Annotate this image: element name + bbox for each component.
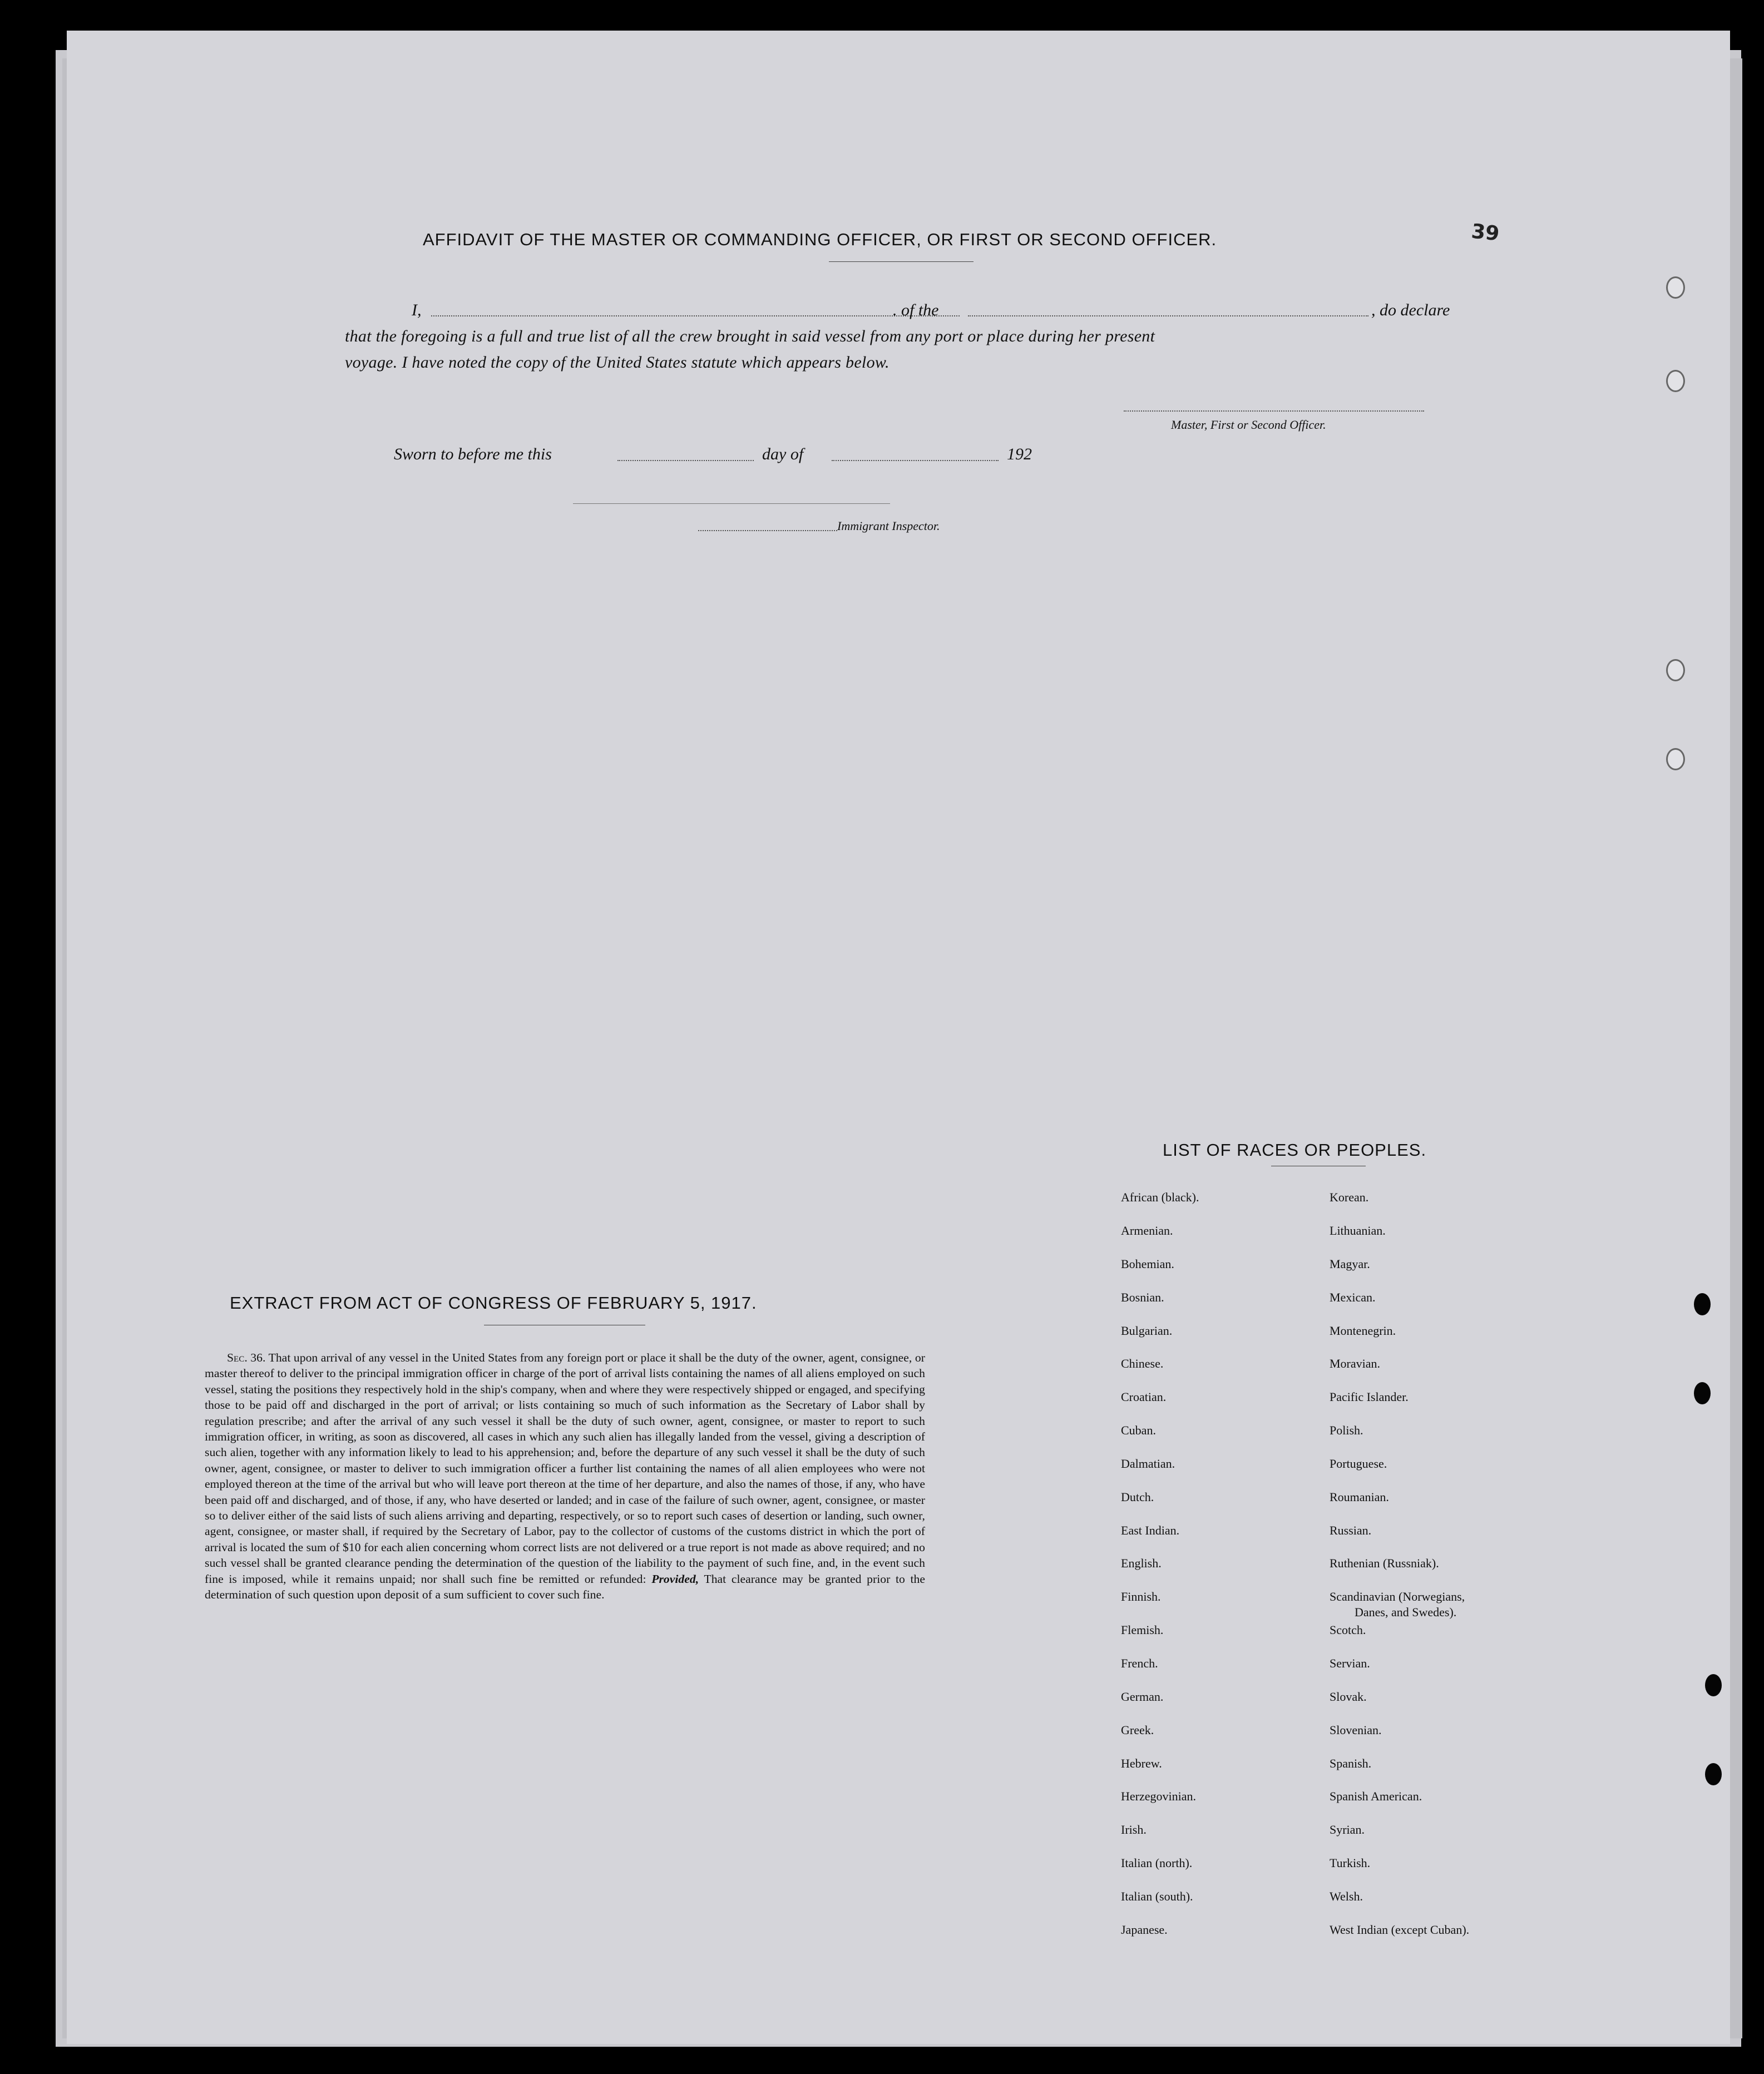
- race-item: Chinese.: [1121, 1357, 1164, 1370]
- race-item: Mexican.: [1330, 1290, 1376, 1304]
- section-text-end: That clearance may be granted prior to the determination of such question upon deposit of a sum sufficient to cover such fine.: [205, 1572, 926, 1602]
- sworn-month-line[interactable]: [832, 460, 999, 461]
- race-item: Moravian.: [1330, 1357, 1381, 1370]
- affidavit-title: AFFIDAVIT OF THE MASTER OR COMMANDING OFFICER, OR FIRST OR SECOND OFFICER.: [423, 230, 1217, 249]
- race-item: Bulgarian.: [1121, 1324, 1173, 1338]
- sworn-day-line[interactable]: [617, 460, 754, 461]
- race-item: English.: [1121, 1556, 1162, 1570]
- race-item: Irish.: [1121, 1823, 1147, 1837]
- affidavit-vessel-line[interactable]: [968, 315, 1368, 316]
- binder-hole: [1666, 276, 1685, 299]
- race-item: African (black).: [1121, 1190, 1199, 1204]
- race-item: Portuguese.: [1330, 1457, 1387, 1471]
- race-item: Flemish.: [1121, 1623, 1164, 1637]
- race-item: Italian (north).: [1121, 1856, 1193, 1870]
- race-item: Danes, and Swedes).: [1355, 1605, 1457, 1619]
- race-item: Slovenian.: [1330, 1723, 1382, 1737]
- race-item: Korean.: [1330, 1190, 1369, 1204]
- race-item: Syrian.: [1330, 1823, 1365, 1837]
- race-item: Lithuanian.: [1330, 1224, 1386, 1238]
- affidavit-title-underline: [829, 261, 974, 262]
- punch-hole: [1694, 1293, 1711, 1315]
- extract-title: EXTRACT FROM ACT OF CONGRESS OF FEBRUARY 5, 1917.: [230, 1293, 757, 1313]
- race-item: Polish.: [1330, 1423, 1363, 1437]
- binder-hole: [1666, 659, 1685, 681]
- race-item: Greek.: [1121, 1723, 1154, 1737]
- race-item: Dutch.: [1121, 1490, 1154, 1504]
- punch-hole: [1705, 1763, 1722, 1785]
- affidavit-of-the: . of the: [893, 301, 939, 319]
- race-item: Magyar.: [1330, 1257, 1370, 1271]
- page-number-mark: 39: [1470, 220, 1501, 246]
- manifest-page: [67, 31, 1730, 2044]
- affidavit-line-2: that the foregoing is a full and true list of all the crew brought in said vessel from any port or place during her present: [345, 327, 1155, 345]
- race-item: Turkish.: [1330, 1856, 1371, 1870]
- extract-body: [205, 1350, 925, 1603]
- race-item: Finnish.: [1121, 1590, 1161, 1603]
- affidavit-do-declare: , do declare: [1371, 301, 1450, 319]
- race-item: Bohemian.: [1121, 1257, 1174, 1271]
- race-item: Croatian.: [1121, 1390, 1167, 1404]
- binder-hole: [1666, 370, 1685, 392]
- inspector-label: Immigrant Inspector.: [837, 519, 940, 533]
- race-item: Ruthenian (Russniak).: [1330, 1556, 1439, 1570]
- race-item: Scotch.: [1330, 1623, 1366, 1637]
- race-item: Dalmatian.: [1121, 1457, 1175, 1471]
- sworn-text: Sworn to before me this: [394, 445, 552, 463]
- provided-word: Provided,: [651, 1572, 699, 1586]
- sworn-year: 192: [1007, 445, 1032, 463]
- race-item: Spanish American.: [1330, 1789, 1422, 1803]
- race-item: Italian (south).: [1121, 1889, 1193, 1903]
- race-item: Slovak.: [1330, 1690, 1367, 1704]
- master-signature-label: Master, First or Second Officer.: [1171, 418, 1326, 432]
- affidavit-name-line[interactable]: [431, 315, 960, 316]
- race-item: Hebrew.: [1121, 1756, 1162, 1770]
- race-item: Russian.: [1330, 1523, 1372, 1537]
- race-item: Bosnian.: [1121, 1290, 1164, 1304]
- race-item: German.: [1121, 1690, 1164, 1704]
- race-item: Roumanian.: [1330, 1490, 1389, 1504]
- race-item: Cuban.: [1121, 1423, 1156, 1437]
- race-item: West Indian (except Cuban).: [1330, 1923, 1470, 1937]
- master-signature-line[interactable]: [1124, 410, 1424, 412]
- punch-hole: [1705, 1674, 1722, 1696]
- race-item: Herzegovinian.: [1121, 1789, 1196, 1803]
- race-item: Montenegrin.: [1330, 1324, 1396, 1338]
- section-text: That upon arrival of any vessel in the United States from any foreign port or place it shall be the duty of the owner, agent, consignee, or master thereof to deliver to the principal immigration officer in charge of the port of arrival lists containing the names of all aliens employed on such vessel, stating the positions they respectively hold in the ship's company, when and where they were respectively shipped or engaged, and specifying those to be paid off and discharged in the port of arrival; or lists containing so much of such information as the Secretary of Labor shall by regulation prescribe; and after the arrival of any such vessel it shall be the duty of such owner, agent, consignee, or master to report to such immigration officer, in writing, as soon as discovered, all cases in which any such alien has illegally landed from the vessel, giving a description of such alien, together with any information likely to lead to his apprehension; and, before the departure of any such vessel it shall be the duty of such owner, agent, consignee, or master to deliver to such immigration officer a further list containing the names of all alien employees who were not employed thereon at the time of the arrival but who will leave port thereon at the time of her departure, and also the names of those, if any, who have been paid off and discharged, and of those, if any, who have deserted or landed; and in case of the failure of such owner, agent, consignee, or master so to deliver either of the said lists of such aliens arriving and departing, respectively, or so to report such cases of desertion or landing, such owner, agent, consignee, or master shall, if required by the Secretary of Labor, pay to the collector of customs of the customs district in which the port of arrival is located the sum of $10 for each alien concerning whom correct lists are not delivered or a true report is not made as above required; and no such vessel shall be granted clearance pending the determination of the question of the liability to the payment of such fine, and, in the event such fine is imposed, while it remains unpaid; nor shall such fine be remitted or refunded:: [205, 1351, 925, 1586]
- race-item: East Indian.: [1121, 1523, 1180, 1537]
- race-item: Spanish.: [1330, 1756, 1372, 1770]
- race-item: French.: [1121, 1656, 1158, 1670]
- day-of-text: day of: [762, 445, 804, 463]
- races-title: LIST OF RACES OR PEOPLES.: [1163, 1140, 1427, 1160]
- race-item: Armenian.: [1121, 1224, 1173, 1238]
- race-item: Servian.: [1330, 1656, 1370, 1670]
- inspector-signature-line[interactable]: [698, 530, 837, 531]
- race-item: Japanese.: [1121, 1923, 1168, 1937]
- inspector-top-rule: [573, 503, 890, 504]
- race-item: Scandinavian (Norwegians,: [1330, 1590, 1465, 1603]
- section-label: Sec. 36.: [227, 1351, 266, 1364]
- punch-hole: [1694, 1382, 1711, 1404]
- race-item: Pacific Islander.: [1330, 1390, 1409, 1404]
- binder-hole: [1666, 748, 1685, 770]
- affidavit-i-word: I,: [412, 301, 422, 319]
- race-item: Welsh.: [1330, 1889, 1363, 1903]
- affidavit-line-3: voyage. I have noted the copy of the United States statute which appears below.: [345, 353, 890, 372]
